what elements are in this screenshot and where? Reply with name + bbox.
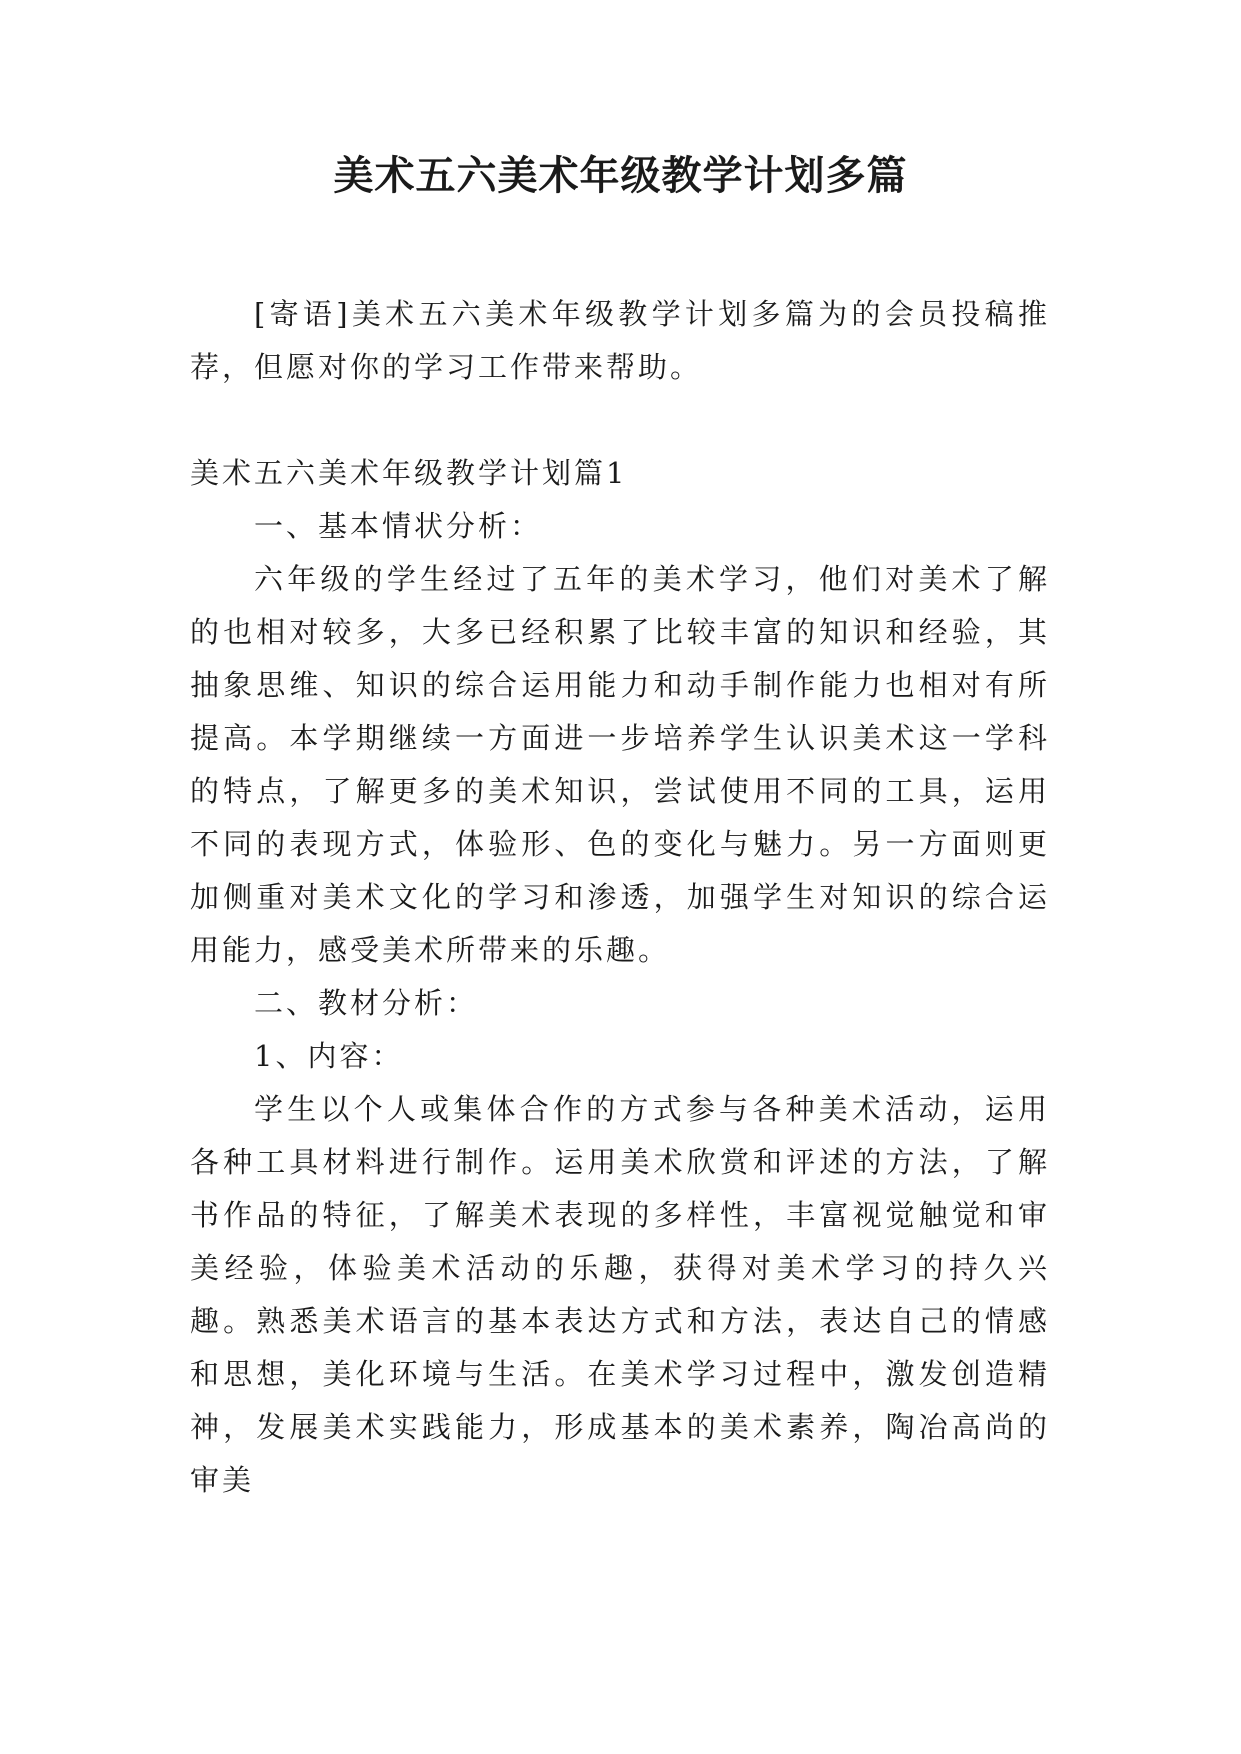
paragraph-spacer: [190, 394, 1050, 447]
heading-basic-situation: 一、基本情状分析：: [254, 509, 543, 543]
content-paragraph: 学生以个人或集体合作的方式参与各种美术活动，运用各种工具材料进行制作。运用美术欣赏和评述的方法，了解书作品的特征，了解美术表现的多样性，丰富视觉触觉和审美经验，体验美术活动的乐趣，获得对美术学习的持久兴趣。熟悉美术语言的基本表达方式和方法，表达自己的情感和思想，美化环境与生活。在美术学习过程中，激发创造精神，发展美术实践能力，形成基本的美术素养，陶冶高尚的审美: [190, 1092, 1050, 1497]
document-title: 美术五六美术年级教学计划多篇: [333, 153, 908, 199]
basic-situation-paragraph: 六年级的学生经过了五年的美术学习，他们对美术了解的也相对较多，大多已经积累了比较丰富的知识和经验，其抽象思维、知识的综合运用能力和动手制作能力也相对有所提高。本学期继续一方面进一步培养学生认识美术这一学科的特点，了解更多的美术知识，尝试使用不同的工具，运用不同的表现方式，体验形、色的变化与魅力。另一方面则更加侧重对美术文化的学习和渗透，加强学生对知识的综合运用能力，感受美术所带来的乐趣。: [190, 562, 1050, 967]
document-body: [190, 288, 1050, 1507]
heading-textbook-analysis: 二、教材分析：: [254, 986, 479, 1020]
section-title: 美术五六美术年级教学计划篇1: [190, 456, 628, 490]
intro-paragraph: [寄语]美术五六美术年级教学计划多篇为的会员投稿推荐，但愿对你的学习工作带来帮助。: [190, 297, 1050, 384]
heading-content: 1、内容：: [254, 1039, 404, 1073]
